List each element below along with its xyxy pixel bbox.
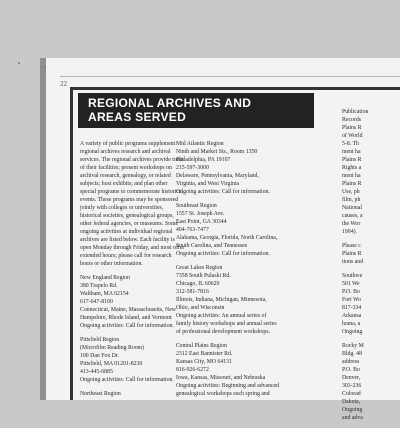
- paragraph: [176, 264, 277, 336]
- text-line: National: [342, 205, 362, 211]
- text-line: Rights a: [342, 165, 362, 171]
- paragraph: [80, 390, 166, 398]
- text-line: Ohio, and Wisconsin: [176, 305, 225, 311]
- text-line: Ongoing: [342, 407, 363, 413]
- scan-speck: [18, 62, 20, 64]
- section-title: [78, 93, 314, 128]
- text-line: New England Region: [80, 275, 130, 281]
- title-line-2: AREAS SERVED: [88, 110, 187, 124]
- text-line: Ongoing activities: An annual series of: [176, 313, 267, 319]
- paragraph: [176, 342, 280, 398]
- paragraph: [176, 140, 270, 196]
- text-line: 380 Trapelo Rd.: [80, 283, 118, 289]
- text-line: Iowa, Kansas, Missouri, and Nebraska: [176, 375, 266, 381]
- paragraph: [342, 242, 400, 266]
- text-line: of their facilities; present workshops on: [80, 165, 172, 171]
- text-line: 215-597-3000: [176, 165, 209, 171]
- text-line: Central Plains Region: [176, 343, 227, 349]
- text-line: Arkansa: [342, 313, 362, 319]
- text-line: Great Lakes Region: [176, 265, 223, 271]
- text-line: Use, ph: [342, 189, 360, 195]
- cropped-right-column: [342, 108, 400, 428]
- text-line: Illinois, Indiana, Michigan, Minnesota,: [176, 297, 267, 303]
- paragraph: [80, 274, 176, 330]
- text-line: Ongoing: [342, 329, 363, 335]
- text-line: 413-445-6885: [80, 369, 113, 375]
- text-line: Plains R: [342, 157, 362, 163]
- text-line: historical societies, genealogical groups,: [80, 213, 174, 219]
- text-line: and adva: [342, 415, 363, 421]
- text-line: Connecticut, Maine, Massachusetts, New: [80, 307, 176, 313]
- page-border: [60, 76, 400, 77]
- text-line: archives are listed below. Each facility is: [80, 237, 175, 243]
- text-line: (Microfilm Reading Room): [80, 345, 145, 351]
- text-line: hours or other information.: [80, 261, 143, 267]
- text-line: 100 Dan Fox Dr.: [80, 353, 119, 359]
- text-line: 312-581-7816: [176, 289, 209, 295]
- text-line: genealogical workshops each spring and: [176, 391, 270, 397]
- text-line: archival research, genealogy, or related: [80, 173, 171, 179]
- text-line: subjects; host exhibits; and plan other: [80, 181, 168, 187]
- text-line: family history workshops and annual series: [176, 321, 277, 327]
- text-line: tions and: [342, 259, 364, 265]
- text-line: of professional development workshops.: [176, 329, 271, 335]
- text-line: Pittsfield, MA 01201-8230: [80, 361, 143, 367]
- page-number: 22: [60, 80, 67, 88]
- text-line: Southeast Region: [176, 203, 217, 209]
- text-line: Virginia, and West Virginia: [176, 181, 240, 187]
- text-line: causes, a: [342, 213, 363, 219]
- text-line: 5-8. Th: [342, 141, 359, 147]
- intro-column: [80, 140, 185, 404]
- text-line: Ongoing activities: Call for information.: [176, 189, 270, 195]
- text-line: services. The regional archives provide tours: [80, 157, 184, 163]
- text-line: Please c: [342, 243, 361, 249]
- text-line: address: [342, 359, 360, 365]
- text-line: 1557 St. Joseph Ave.: [176, 211, 225, 217]
- text-line: of World: [342, 133, 363, 139]
- text-line: film, ph: [342, 197, 361, 203]
- text-line: 7358 South Pulaski Rd.: [176, 273, 231, 279]
- binding-shadow: [40, 58, 46, 400]
- text-line: Plains R: [342, 251, 362, 257]
- text-line: other federal agencies, or museums. Some: [80, 221, 179, 227]
- text-line: 303-236: [342, 383, 362, 389]
- text-line: 817-334: [342, 305, 362, 311]
- text-line: P.O. Bo: [342, 289, 360, 295]
- text-line: Rocky M: [342, 343, 364, 349]
- text-line: Records: [342, 117, 361, 123]
- text-line: jointly with colleges or universities,: [80, 205, 164, 211]
- text-line: Denver,: [342, 375, 361, 381]
- paragraph: [342, 342, 400, 422]
- text-line: Kansas City, MO 64131: [176, 359, 232, 365]
- text-line: Hampshire, Rhode Island, and Vermont: [80, 315, 172, 321]
- text-line: Dakota,: [342, 399, 361, 405]
- text-line: homa, a: [342, 321, 361, 327]
- text-line: 617-647-8100: [80, 299, 113, 305]
- text-line: Northeast Region: [80, 391, 121, 397]
- text-line: Colorad: [342, 391, 361, 397]
- text-line: Ongoing activities: Beginning and advanced: [176, 383, 280, 389]
- paragraph: [80, 336, 174, 384]
- text-line: extended hours; please call for research: [80, 253, 172, 259]
- text-line: Publication: [342, 109, 369, 115]
- text-line: 816-926-6272: [176, 367, 209, 373]
- text-line: events. These programs may be sponsored: [80, 197, 179, 203]
- text-line: Philadelphia, PA 19107: [176, 157, 231, 163]
- scan-speck: [44, 66, 46, 68]
- text-line: 1994).: [342, 229, 357, 235]
- text-line: 501 We: [342, 281, 360, 287]
- text-line: 2312 East Bannister Rd.: [176, 351, 233, 357]
- text-line: East Point, GA 30344: [176, 219, 227, 225]
- text-line: Pittsfield Region: [80, 337, 120, 343]
- regions-column: [176, 140, 280, 404]
- text-line: Delaware, Pennsylvania, Maryland,: [176, 173, 259, 179]
- text-line: Chicago, IL 60629: [176, 281, 220, 287]
- text-line: Mid Atlantic Region: [176, 141, 224, 147]
- title-line-1: REGIONAL ARCHIVES AND: [88, 96, 252, 110]
- paragraph: [342, 272, 400, 336]
- text-line: Plains R: [342, 181, 362, 187]
- text-line: South Carolina, and Tennessee: [176, 243, 248, 249]
- text-line: regional archives research and archival: [80, 149, 171, 155]
- text-line: ongoing activities at individual regional: [80, 229, 173, 235]
- text-line: ment ha: [342, 173, 361, 179]
- text-line: the Wor: [342, 221, 361, 227]
- text-line: Plains R: [342, 125, 362, 131]
- text-line: ment ha: [342, 149, 361, 155]
- text-line: Ninth and Market Sts., Room 1350: [176, 149, 258, 155]
- text-line: Alabama, Georgia, Florida, North Carolina,: [176, 235, 278, 241]
- text-line: Fort Wo: [342, 297, 361, 303]
- text-line: Ongoing activities: Call for information.: [176, 251, 270, 257]
- text-line: Ongoing activities: Call for information.: [80, 377, 174, 383]
- text-line: 404-763-7477: [176, 227, 209, 233]
- text-line: Waltham, MA 02154: [80, 291, 129, 297]
- text-line: A variety of public programs supplement: [80, 141, 176, 147]
- paragraph: [342, 108, 400, 236]
- side-rule: [70, 87, 73, 400]
- text-line: P.O. Bo: [342, 367, 360, 373]
- paragraph: [80, 140, 185, 268]
- header-rule: [70, 87, 400, 90]
- text-line: Southwe: [342, 273, 363, 279]
- paragraph: [176, 202, 278, 258]
- text-line: Ongoing activities: Call for information.: [80, 323, 174, 329]
- text-line: open Monday through Friday, and most offer: [80, 245, 185, 251]
- text-line: Bldg. 48: [342, 351, 362, 357]
- text-line: special programs to commemorate historical: [80, 189, 184, 195]
